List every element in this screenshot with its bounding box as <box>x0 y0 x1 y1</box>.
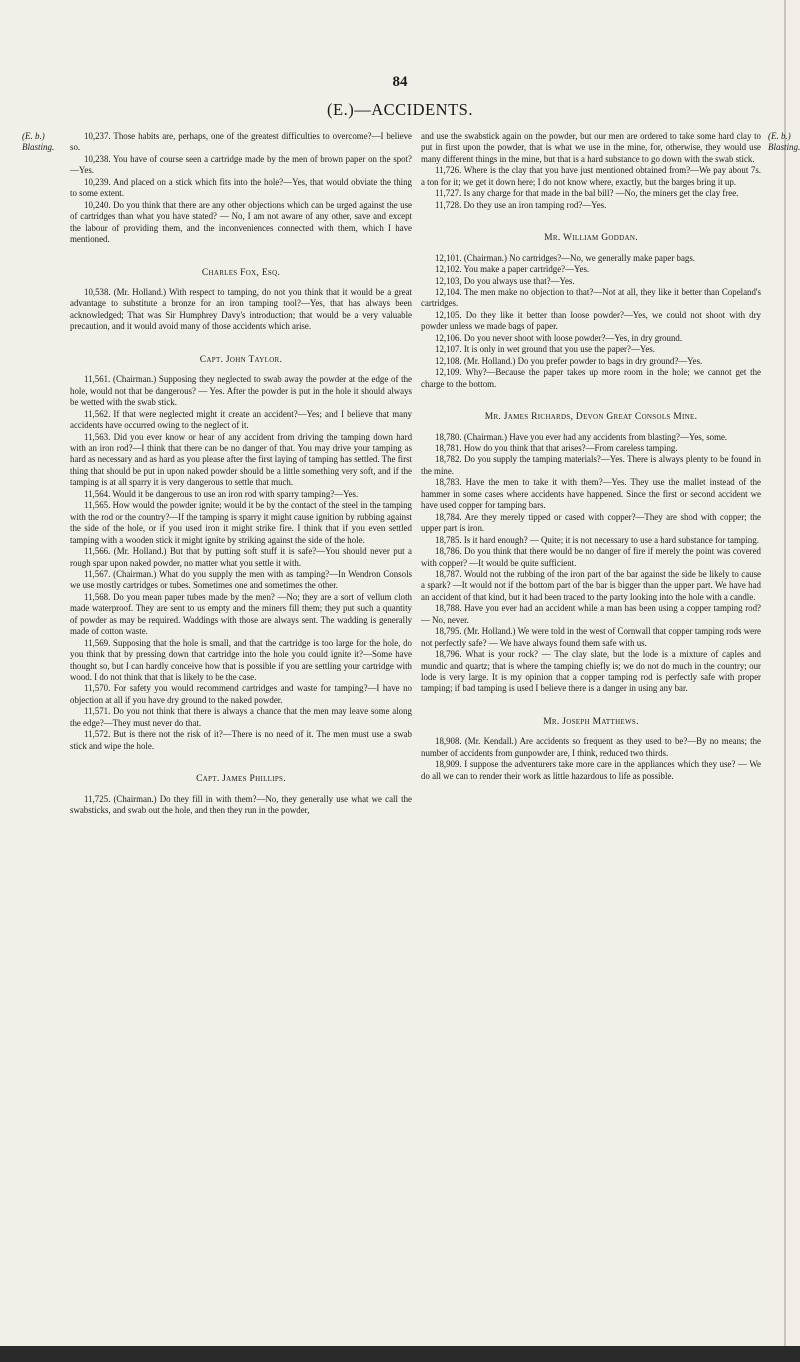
testimony-paragraph: 11,571. Do you not think that there is always a chance that the men may leave some along the edge?—They must never do that. <box>70 706 412 728</box>
testimony-paragraph: 18,785. Is it hard enough? — Quite; it is not necessary to use a hard substance for tamping. <box>435 534 759 545</box>
testimony-paragraph: 18,796. What is your rock? — The clay slate, but the lode is a mixture of caples and mundic and quartz; that is where the tamping chiefly is; we do not do much in the country; our lode is very large. It is my opinion that a copper tamping rod is perfectly safe with proper tamping; if bad tamping is used I believe there is a danger in using any bar. <box>421 649 761 694</box>
testimony-paragraph: 10,538. (Mr. Holland.) With respect to tamping, do not you think that it would be a great advantage to substitute a bronze for an iron tamping tool?—Yes, that has always been acknowledged; That was Sir Humphrey Davy's introduction; that would be a very valuable precaution, and it would avoid many of those accidents which arise. <box>70 286 412 332</box>
testimony-paragraph: 11,728. Do they use an iron tamping rod?—Yes. <box>435 199 607 210</box>
testimony-paragraph: 18,784. Are they merely tipped or cased with copper?—They are shod with copper; the upper part is iron. <box>421 511 761 534</box>
testimony-paragraph: 12,107. It is only in wet ground that you use the paper?—Yes. <box>435 344 655 355</box>
testimony-paragraph: 18,787. Would not the rubbing of the iron part of the bar against the side be likely to cause a spark? —It would not if the bottom part of the bar is bigger than the upper part. We have had an accident of that kind, but it had been traced to the party looking into the hole with a candle. <box>421 568 761 602</box>
testimony-paragraph: 11,570. For safety you would recommend cartridges and waste for tamping?—I have no objection at all if you have dry ground to the naked powder. <box>70 683 412 705</box>
testimony-paragraph: 12,106. Do you never shoot with loose powder?—Yes, in dry ground. <box>435 332 683 343</box>
testimony-paragraph: 12,108. (Mr. Holland.) Do you prefer powder to bags in dry ground?—Yes. <box>435 355 703 366</box>
testimony-paragraph: 12,104. The men make no objection to that?—Not at all, they like it better than Copeland's cartridges. <box>421 286 761 309</box>
testimony-paragraph: 12,105. Do they like it better than loose powder?—Yes, we could not shoot with dry powder unless we made bags of paper. <box>421 309 761 332</box>
testimony-paragraph: 12,102. You make a paper cartridge?—Yes. <box>435 264 590 275</box>
testimony-paragraph: 12,103, Do you always use that?—Yes. <box>435 275 575 286</box>
testimony-paragraph: 11,568. Do you mean paper tubes made by the men? —No; they are a sort of vellum cloth made waterproof. They are sent to us empty and the miners fill them; they put such a quantity of powder as may be required. Waddings with those are always sent. The wadding is generally made of cotton waste. <box>70 591 412 637</box>
testimony-paragraph: 18,780. (Chairman.) Have you ever had any accidents from blasting?—Yes, some. <box>435 431 728 442</box>
testimony-paragraph: 11,572. But is there not the risk of it?—There is no need of it. The men must use a swab stick and wipe the hole. <box>70 729 412 751</box>
right-margin-note: (E. b.) Blasting. <box>768 131 800 152</box>
witness-heading: Mr. James Richards, Devon Great Consols Mine. <box>484 412 698 423</box>
testimony-paragraph: 18,786. Do you think that there would be no danger of fire if merely the point was covered with copper? —It would be quite sufficient. <box>421 546 761 568</box>
witness-heading: Charles Fox, Esq. <box>201 267 281 278</box>
witness-heading: Capt. John Taylor. <box>199 354 283 365</box>
testimony-paragraph: 11,726. Where is the clay that you have just mentioned obtained from?—We pay about 7s. a ton for it; we get it down here; I do not know where, exactly, but the barges bring it up. <box>421 165 761 187</box>
testimony-paragraph: 18,782. Do you supply the tamping materials?—Yes. There is always plenty to be found in the mine. <box>421 454 761 476</box>
testimony-paragraph: 10,237. Those habits are, perhaps, one of the greatest difficulties to overcome?—I believe so. <box>70 131 412 153</box>
testimony-paragraph: and use the swabstick again on the powder, but our men are ordered to take some hard clay to put in first upon the powder, that is what we use in the mine, for, otherwise, they would use many different things in the mine, but that is a hard substance to go down with the swab stick. <box>421 131 761 164</box>
testimony-paragraph: 11,561. (Chairman.) Supposing they neglected to swab away the powder at the edge of the hole, would not that be dangerous? — Yes. After the powder is put in the hole it should always be wetted with the swab stick. <box>70 374 412 408</box>
testimony-paragraph: 18,909. I suppose the adventurers take more care in the appliances which they use? — We do all we can to render their work as little hazardous to life as possible. <box>421 759 761 781</box>
testimony-paragraph: 11,725. (Chairman.) Do they fill in with them?—No, they generally use what we call the swabsticks, and swab out the hole, and then they run in the powder, <box>70 793 412 816</box>
testimony-paragraph: 10,240. Do you think that there are any other objections which can be urged against the use of cartridges than what you have stated? — No, I am not aware of any other, save and except the labour of providing them, and the inconveniences connected with them, which I have mentioned. <box>70 199 412 245</box>
witness-heading: Mr. Joseph Matthews. <box>543 716 639 727</box>
testimony-paragraph: 11,566. (Mr. Holland.) But that by putting soft stuff it is safe?—You should never put a rough spar upon naked powder, no matter what you settle it with. <box>70 546 412 568</box>
testimony-paragraph: 18,795. (Mr. Holland.) We were told in the west of Cornwall that copper tamping rods were not perfectly safe? — We have always found them safe with us. <box>421 626 761 648</box>
page-bottom-edge <box>0 1346 800 1362</box>
witness-heading: Capt. James Phillips. <box>196 774 286 785</box>
testimony-paragraph: 11,564. Would it be dangerous to use an iron rod with sparry tamping?—Yes. <box>84 488 359 499</box>
testimony-paragraph: 18,788. Have you ever had an accident while a man has been using a copper tamping rod? — No, never. <box>421 603 761 625</box>
testimony-paragraph: 11,567. (Chairman.) What do you supply the men with as tamping?—In Wendron Consols we use mostly cartridges or tubes. Sometimes one and sometimes the other. <box>70 568 412 591</box>
testimony-paragraph: 11,562. If that were neglected might it create an accident?—Yes; and I believe that many accidents have occurred owing to the neglect of it. <box>70 408 412 431</box>
page-edge-shadow <box>784 0 786 1362</box>
testimony-paragraph: 10,239. And placed on a stick which fits into the hole?—Yes, that would obviate the thing to some extent. <box>70 176 412 199</box>
testimony-paragraph: 11,569. Supposing that the hole is small, and that the cartridge is too large for the hole, do you think that by pressing down that cartridge into the hole you could ignite it?—Some have thought so, but I can hardly conceive how that is possible if you are settling your cartridge with wood. I do not think that that is likely to be the case. <box>70 637 412 683</box>
page-number: 84 <box>392 74 408 90</box>
margin-note: (E. b.) Blasting. <box>22 131 55 152</box>
testimony-paragraph: 10,238. You have of course seen a cartridge made by the men of brown paper on the spot?—Yes. <box>70 153 412 176</box>
testimony-paragraph: 11,563. Did you ever know or hear of any accident from driving the tamping down hard with an iron rod?—I think that there can be no danger of that. You may drive your tamping as hard as necessary and as hard as you please after the first laying of tamping has settled. The first thing that should be put in upon naked powder should be a little something very soft, and if the tamping is at all sparry it is very dangerous to settle that much. <box>70 431 412 488</box>
testimony-paragraph: 11,565. How would the powder ignite; would it be by the contact of the steel in the tamping with the rod or the country?—If the tamping is sparry it might cause ignition by rubbing against the side of the hole, or if you used iron it might strike fire. I think that if you even settled tamping with a wooden stick it might ignite by striking against the side of the hole. <box>70 500 412 545</box>
left-column <box>70 131 412 817</box>
testimony-paragraph: 11,727. Is any charge for that made in the bal bill? —No, the miners get the clay free. <box>435 188 739 199</box>
testimony-paragraph: 18,783. Have the men to take it with them?—Yes. They use the mallet instead of the hammer in some cases where accidents have happened. Since the first or second accident we have used copper for tamping bars. <box>421 477 761 511</box>
testimony-paragraph: 12,101. (Chairman.) No cartridges?—No, we generally make paper bags. <box>435 252 695 263</box>
testimony-paragraph: 12,109. Why?—Because the paper takes up more room in the hole; we cannot get the charge to the bottom. <box>421 367 761 389</box>
right-column <box>421 131 761 782</box>
testimony-paragraph: 18,781. How do you think that that arises?—From careless tamping. <box>435 442 678 453</box>
witness-heading: Mr. William Goddan. <box>544 233 638 244</box>
page-title: (E.)—ACCIDENTS. <box>327 100 473 119</box>
testimony-paragraph: 18,908. (Mr. Kendall.) Are accidents so frequent as they used to be?—By no means; the number of accidents from gunpowder are, I think, reduced two thirds. <box>421 736 761 758</box>
